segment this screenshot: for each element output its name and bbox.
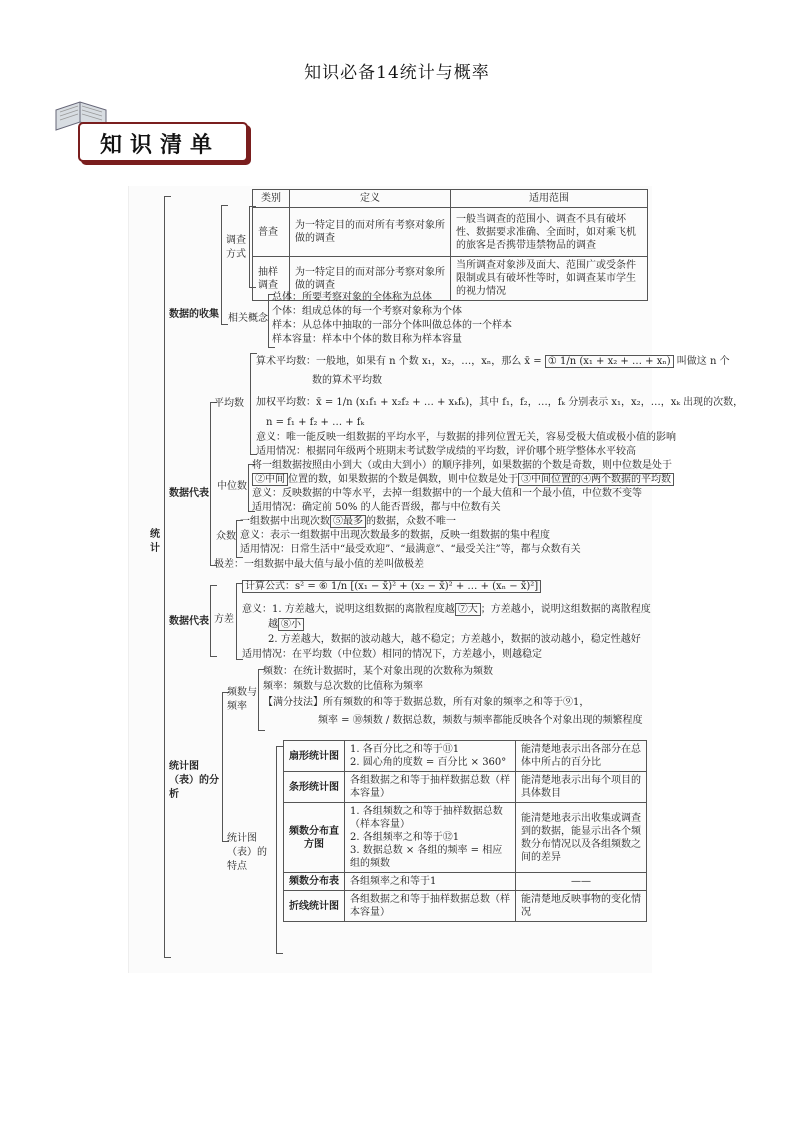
var-meaning1-cont <box>268 618 304 632</box>
chart-name: 扇形统计图 <box>284 741 345 772</box>
answer-var-formula: 计算公式：s² = ⑥ 1/n [(x₁ − x̄)² + (x₂ − x̄)² + … + (xₙ − x̄)²] <box>242 580 541 593</box>
var-label: 方差 <box>214 614 234 625</box>
mode-line1 <box>240 515 456 529</box>
chart-prop: 各组数据之和等于抽样数据总数（样本容量） <box>345 891 516 922</box>
table-row <box>284 772 647 803</box>
var-meaning1 <box>242 603 651 617</box>
var-meaning2: 2. 方差越大，数据的波动越大，越不稳定；方差越小，数据的波动越小，稳定性越好 <box>268 634 641 645</box>
scope-cell: 当所调查对象涉及面大、范围广或受条件限制或具有破坏性等时，如调查某市学生的视力情况 <box>451 257 648 301</box>
answer-var-small: ⑧小 <box>278 618 304 631</box>
type-cell: 抽样调查 <box>253 257 290 301</box>
concept-item: 总体：所要考察对象的全体称为总体 <box>272 292 432 303</box>
banner-label: 知识清单 <box>100 133 221 158</box>
answer-mode: ⑤最多 <box>330 515 366 528</box>
chart-feature-table <box>283 740 647 922</box>
chart-use: 能清楚地反映事物的变化情况 <box>516 891 647 922</box>
header-type: 类别 <box>253 190 290 208</box>
concept-item: 样本容量：样本中个体的数目称为样本容量 <box>272 334 462 345</box>
rep1-label: 数据代表 <box>169 488 209 499</box>
section-banner <box>78 122 248 162</box>
scope-cell: 一般当调查的范围小、调查不具有破坏性、数据要求准确、全面时，如对乘飞机的旅客是否携带违禁物品的调查 <box>451 208 648 257</box>
chart-use: 能清楚地表示出每个项目的具体数目 <box>516 772 647 803</box>
tip-line: 【满分技法】所有频数的和等于数据总数，所有对象的频率之和等于⑨1， <box>263 697 590 708</box>
table-row <box>284 873 647 891</box>
avg-line1-text: 算术平均数：一般地，如果有 n 个数 x₁，x₂，…，xₙ，那么 x̄ = <box>256 356 542 367</box>
def-cell: 为一特定目的而对部分考察对象所做的调查 <box>290 257 451 301</box>
charts-label: 统计图（表）的分析 <box>169 761 219 800</box>
var-m1c: ；方差越小，说明这组数据的离散程度 <box>480 604 651 615</box>
mode-line1-c: 的数据，众数不唯一 <box>366 516 456 527</box>
header-scope: 适用范围 <box>451 190 648 208</box>
mode-meaning: 意义：表示一组数据中出现次数最多的数据，反映一组数据的集中程度 <box>240 530 550 541</box>
avg-apply: 适用情况：根据同年级两个班期末考试数学成绩的平均数，评价哪个班学整体水平较高 <box>256 446 636 457</box>
median-label: 中位数 <box>217 481 247 492</box>
survey-label: 调查方式 <box>226 235 246 260</box>
tip-formula: 频率 = ⑩频数 / 数据总数，频数与频率都能反映各个对象出现的频繁程度 <box>318 715 643 726</box>
var-apply: 适用情况：在平均数（中位数）相同的情况下，方差越小，则越稳定 <box>242 649 542 660</box>
wavg-line: 加权平均数：x̄ = 1/n (x₁f₁ + x₂f₂ + … + xₖfₖ)，其中 f₁，f₂，…，fₖ 分别表示 x₁，x₂，…，xₖ 出现的次数， <box>256 397 744 408</box>
header-def: 定义 <box>290 190 451 208</box>
chart-prop: 1. 各组频数之和等于抽样数据总数（样本容量） 2. 各组频率之和等于⑫1 3. 数据总数 × 各组的频率 = 相应组的频数 <box>345 803 516 873</box>
avg-meaning: 意义：唯一能反映一组数据的平均水平，与数据的排列位置无关，容易受极大值或极小值的影响 <box>256 432 676 443</box>
answer-median-pos: ②中间 <box>252 473 288 486</box>
answer-avg-formula <box>545 355 674 368</box>
mode-apply: 适用情况：日常生活中“最受欢迎”、“最满意”、“最受关注”等，都与众数有关 <box>240 544 581 555</box>
wavg-n: n = f₁ + f₂ + … + fₖ <box>266 417 365 428</box>
freq-line2: 频率：频数与总次数的比值称为频率 <box>263 681 423 692</box>
chart-use: —— <box>516 873 647 891</box>
charts-brace <box>222 692 229 842</box>
def-cell: 为一特定目的而对所有考察对象所做的调查 <box>290 208 451 257</box>
freq-label: 频数与频率 <box>227 687 257 712</box>
median-line2-text: 位置的数，如果数据的个数是偶数，则中位数是处于 <box>288 474 518 485</box>
avg-line1 <box>256 355 730 369</box>
concept-label: 相关概念 <box>228 313 268 324</box>
chart-prop: 各组频率之和等于1 <box>345 873 516 891</box>
chart-use: 能清楚地表示出收集或调查到的数据，能显示出各个频数分布情况以及各组频数之间的差异 <box>516 803 647 873</box>
avg-label: 平均数 <box>214 398 244 409</box>
median-line1: 将一组数据按照由小到大（或由大到小）的顺序排列，如果数据的个数是奇数，则中位数是处于 <box>252 460 672 471</box>
table-row <box>284 891 647 922</box>
chart-name: 折线统计图 <box>284 891 345 922</box>
chart-name: 频数分布表 <box>284 873 345 891</box>
concept-item: 个体：组成总体的每一个考察对象称为个体 <box>272 306 462 317</box>
median-apply: 适用情况：确定前 50% 的人能否晋级，都与中位数有关 <box>252 502 501 513</box>
answer-var-big: ⑦大 <box>455 603 481 616</box>
table-row <box>284 803 647 873</box>
var-m1d: 越 <box>268 619 278 630</box>
freq-line1: 频数：在统计数据时，某个对象出现的次数称为频数 <box>263 666 493 677</box>
rep2-label: 数据代表 <box>169 616 209 627</box>
feature-label: 统计图（表）的特点 <box>227 833 267 872</box>
mode-label: 众数 <box>216 531 236 542</box>
survey-table <box>252 189 648 301</box>
feature-brace <box>276 746 283 954</box>
chart-name: 条形统计图 <box>284 772 345 803</box>
median-line2 <box>252 473 674 487</box>
chart-name: 频数分布直方图 <box>284 803 345 873</box>
type-cell: 普查 <box>253 208 290 257</box>
avg-line1-tail: 叫做这 n 个 <box>676 356 730 367</box>
var-m1a: 意义：1. 方差越大，说明这组数据的离散程度越 <box>242 604 455 615</box>
answer-text: 1/n (x₁ + x₂ + … + xₙ) <box>559 356 671 367</box>
concept-item: 样本：从总体中抽取的一部分个体叫做总体的一个样本 <box>272 320 512 331</box>
collect-label: 数据的收集 <box>169 309 219 320</box>
page-title: 知识必备14统计与概率 <box>304 63 490 83</box>
collect-brace <box>221 205 228 325</box>
root-label: 统计 <box>150 529 160 554</box>
answer-median-even: ③中间位置的④两个数据的平均数 <box>518 473 674 486</box>
survey-row-census <box>253 208 648 257</box>
avg-line2: 数的算术平均数 <box>312 375 382 386</box>
chart-prop: 1. 各百分比之和等于⑪1 2. 圆心角的度数 = 百分比 × 360° <box>345 741 516 772</box>
answer-number: ① <box>547 356 557 367</box>
range-line: 极差：一组数据中最大值与最小值的差叫做极差 <box>214 559 424 570</box>
median-meaning: 意义：反映数据的中等水平，去掉一组数据中的一个最大值和一个最小值，中位数不变等 <box>252 488 642 499</box>
var-formula <box>242 580 541 594</box>
chart-prop: 各组数据之和等于抽样数据总数（样本容量） <box>345 772 516 803</box>
mode-line1-a: 一组数据中出现次数 <box>240 516 330 527</box>
table-row <box>284 741 647 772</box>
survey-header-row <box>253 190 648 208</box>
chart-use: 能清楚地表示出各部分在总体中所占的百分比 <box>516 741 647 772</box>
